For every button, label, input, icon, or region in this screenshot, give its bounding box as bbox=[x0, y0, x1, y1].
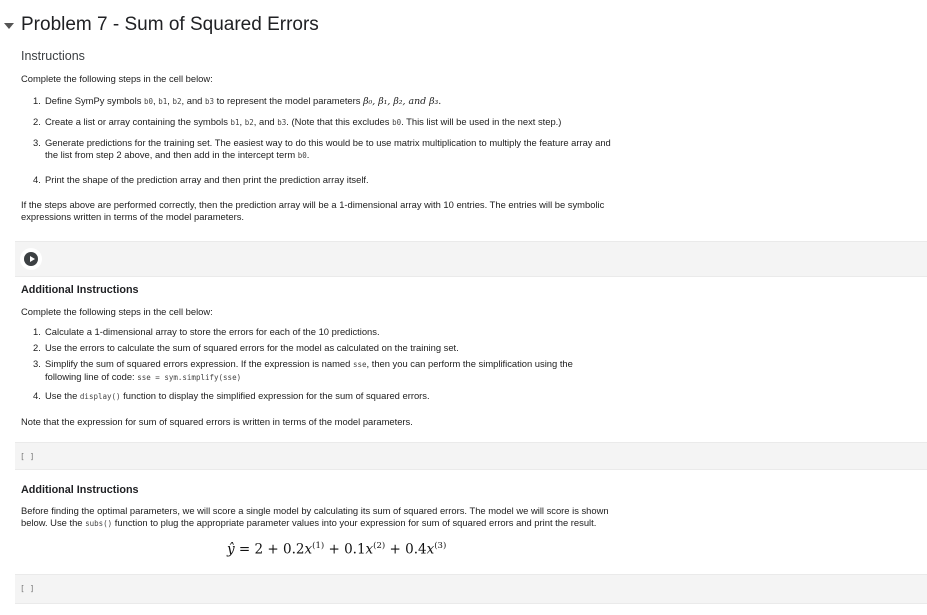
model-equation: ŷ = $2 + 0.2x^{(1)} + 0.1x^{(2)} + 0.4x^{(3)}$ bbox=[227, 541, 447, 558]
collapse-caret-icon[interactable] bbox=[4, 23, 14, 29]
code-cell-1[interactable] bbox=[15, 241, 927, 277]
additional-instructions-heading-2: Additional Instructions bbox=[21, 484, 139, 496]
cell-execution-count: [ ] bbox=[20, 452, 35, 461]
play-icon bbox=[30, 256, 35, 262]
list-item: 4. Print the shape of the prediction array and then print the prediction array itself. bbox=[33, 174, 369, 185]
additional-intro: Complete the following steps in the cell below: bbox=[21, 306, 213, 317]
list-item: 1. Define SymPy symbols b0, b1, b2, and b3 to represent the model parameters β₀, β₁, β₂, and β₃. bbox=[33, 95, 442, 107]
beta-parameters: β₀, β₁, β₂, and β₃. bbox=[363, 96, 442, 107]
list-item: 3. Generate predictions for the training set. The easiest way to do this would be to use matrix multiplication to multiply the feature array and the list from step 2 above, and then add in the intercept term b0. bbox=[33, 137, 611, 160]
code-cell-2[interactable] bbox=[15, 442, 927, 470]
cell-execution-count: [ ] bbox=[20, 584, 35, 593]
instructions-intro: Complete the following steps in the cell below: bbox=[21, 73, 213, 84]
list-item: 4. Use the display() function to display the simplified expression for the sum of squared errors. bbox=[33, 390, 430, 401]
instructions-heading: Instructions bbox=[21, 49, 85, 63]
additional2-text: Before finding the optimal parameters, we will score a single model by calculating its sum of squared errors. The model we will score is shown below. Use the subs() function to plug the appropriate parameter values into your expression for sum of squared errors and print the result. bbox=[21, 505, 609, 528]
run-cell-button[interactable] bbox=[20, 248, 42, 270]
list-item: 2. Use the errors to calculate the sum of squared errors for the model as calculated on the training set. bbox=[33, 342, 459, 353]
additional-instructions-heading-1: Additional Instructions bbox=[21, 284, 139, 296]
additional-note: Note that the expression for sum of squared errors is written in terms of the model parameters. bbox=[21, 416, 413, 427]
list-item: 2. Create a list or array containing the symbols b1, b2, and b3. (Note that this excludes b0. This list will be used in the next step.) bbox=[33, 116, 562, 127]
instructions-note: If the steps above are performed correctly, then the prediction array will be a 1-dimensional array with 10 entries. The entries will be symbolic expressions written in terms of the model parameters. bbox=[21, 199, 605, 222]
code-cell-3[interactable] bbox=[15, 574, 927, 604]
list-item: 3. Simplify the sum of squared errors expression. If the expression is named sse, then you can perform the simplification using the following line of code: sse = sym.simplify(sse) bbox=[33, 358, 573, 382]
list-item: 1. Calculate a 1-dimensional array to store the errors for each of the 10 predictions. bbox=[33, 326, 380, 337]
section-header[interactable] bbox=[4, 12, 319, 38]
section-title: Problem 7 - Sum of Squared Errors bbox=[21, 14, 319, 35]
